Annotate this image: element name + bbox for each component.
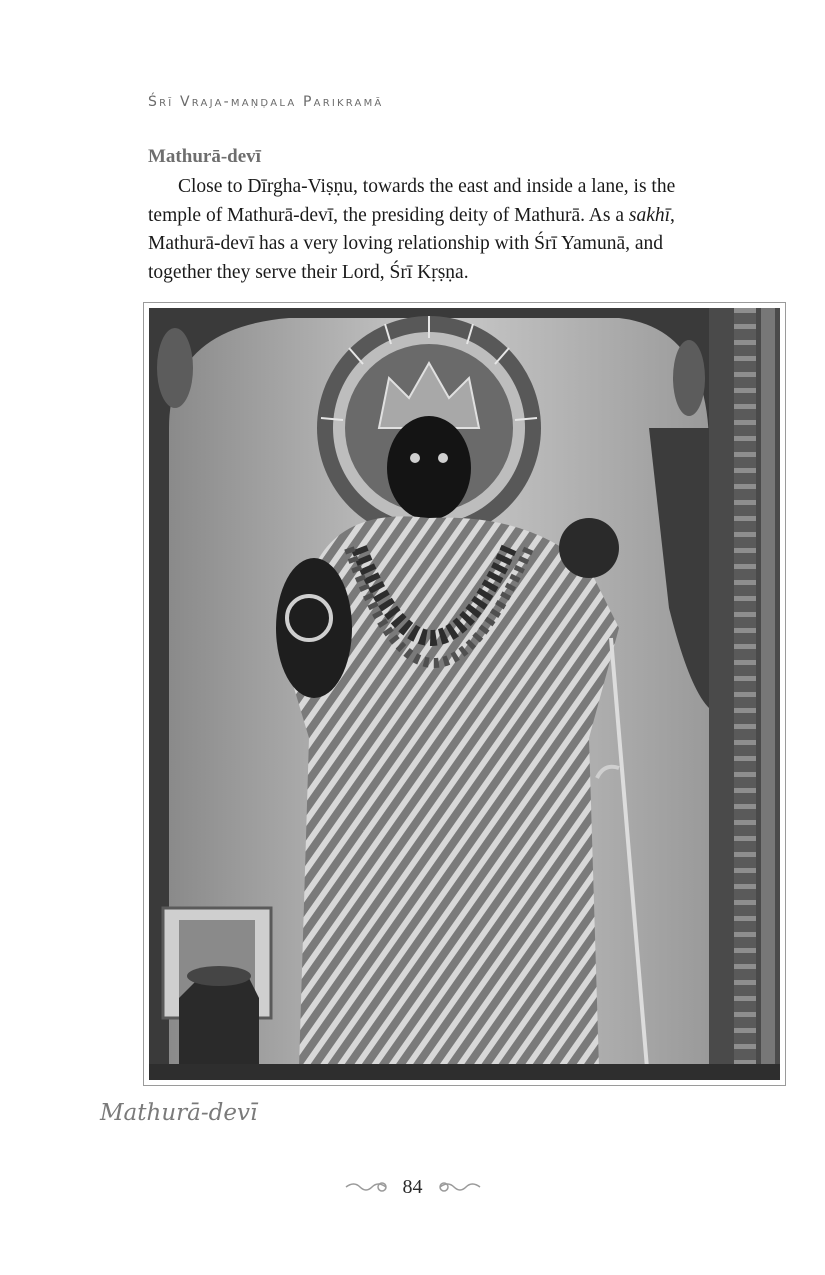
deity-photo — [149, 308, 780, 1080]
section-title: Mathurā-devī — [148, 146, 261, 167]
right-flourish-icon — [436, 1179, 482, 1195]
left-flourish-icon — [344, 1179, 390, 1195]
paragraph-italic-term: sakhī — [628, 204, 671, 226]
figure-caption: Mathurā-devī — [100, 1100, 258, 1126]
body-paragraph — [148, 173, 723, 287]
paragraph-text-2: , Mathurā-devī has a very loving relationship with Śrī Yamunā, and together they serve their Lord, Śrī Kṛṣṇa. — [148, 204, 675, 283]
page-number: 84 — [402, 1175, 423, 1198]
running-head: Śrī Vraja-maṇḍala Parikramā — [148, 94, 384, 110]
page-footer — [0, 1175, 825, 1199]
paragraph-text-1: Close to Dīrgha-Viṣṇu, towards the east and inside a lane, is the temple of Mathurā-devī, the presiding deity of Mathurā. As a — [148, 176, 676, 226]
photo-frame — [143, 302, 786, 1086]
